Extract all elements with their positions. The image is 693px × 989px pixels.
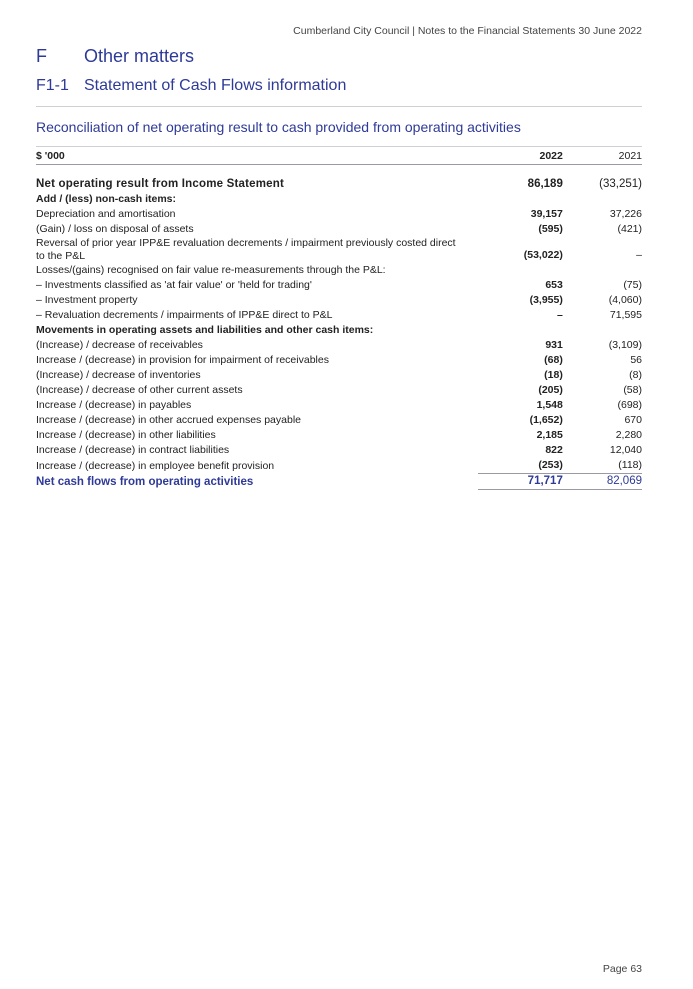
value-2022: 931	[545, 339, 563, 351]
value-2022: 2,185	[536, 429, 563, 441]
value-2021: 71,595	[609, 309, 642, 321]
value-2022: –	[557, 309, 563, 321]
value-2022: 653	[545, 279, 563, 291]
value-2022: 39,157	[530, 208, 563, 220]
row-label: Losses/(gains) recognised on fair value re-measurements through the P&L:	[36, 264, 386, 276]
divider	[36, 146, 642, 147]
row-label: Increase / (decrease) in contract liabilities	[36, 444, 230, 456]
value-2021: –	[636, 249, 642, 261]
total-2022: 71,717	[478, 474, 571, 490]
value-2021: 56	[630, 354, 642, 366]
row-label: Movements in operating assets and liabilities and other cash items:	[36, 324, 374, 336]
row-label: (Gain) / loss on disposal of assets	[36, 223, 194, 235]
value-2022	[478, 323, 571, 338]
row-label: Depreciation and amortisation	[36, 208, 176, 220]
year-2022-header: 2022	[478, 148, 571, 165]
value-2021: 670	[624, 414, 642, 426]
value-2022: (1,652)	[529, 414, 563, 426]
value-2022	[478, 192, 571, 207]
table-row	[36, 192, 642, 207]
value-2022: (53,022)	[523, 249, 563, 261]
row-label: Increase / (decrease) in other liabilities	[36, 429, 216, 441]
value-2021: (58)	[623, 384, 642, 396]
total-label: Net cash flows from operating activities	[36, 475, 254, 488]
row-label: (Increase) / decrease of inventories	[36, 369, 201, 381]
value-2022: (3,955)	[529, 294, 563, 306]
subsection-code: F1-1	[36, 77, 69, 94]
running-header: Cumberland City Council | Notes to the Financial Statements 30 June 2022	[293, 25, 642, 37]
year-2021-header: 2021	[571, 148, 642, 165]
value-2021: (698)	[617, 399, 642, 411]
value-2021	[571, 263, 642, 278]
table-row	[36, 458, 642, 474]
value-2021: (4,060)	[608, 294, 642, 306]
value-2021	[571, 323, 642, 338]
value-2021: (3,109)	[608, 339, 642, 351]
value-2021: 2,280	[615, 429, 642, 441]
cash-flow-reconciliation-table	[36, 148, 642, 490]
table-row	[36, 323, 642, 338]
table-row	[36, 293, 642, 308]
value-2021: 12,040	[609, 444, 642, 456]
value-2022: (205)	[538, 384, 563, 396]
row-label: – Investment property	[36, 294, 138, 306]
table-row	[36, 338, 642, 353]
table-row	[36, 353, 642, 368]
total-2021: 82,069	[571, 474, 642, 490]
table-row	[36, 177, 642, 192]
total-row	[36, 474, 642, 490]
table-row	[36, 428, 642, 443]
table-title: Reconciliation of net operating result to cash provided from operating activities	[36, 119, 521, 135]
row-label: Reversal of prior year IPP&E revaluation decrements / impairment previously costed direct to the P&L	[36, 237, 456, 262]
value-2022: 822	[545, 444, 563, 456]
row-label: – Investments classified as 'at fair value' or 'held for trading'	[36, 279, 312, 291]
row-label: Increase / (decrease) in payables	[36, 399, 192, 411]
table-row	[36, 207, 642, 222]
row-label: Increase / (decrease) in employee benefit provision	[36, 459, 275, 472]
unit-header: $ '000	[36, 148, 478, 165]
row-label: Increase / (decrease) in other accrued expenses payable	[36, 414, 301, 426]
value-2021: (75)	[623, 279, 642, 291]
value-2021: (33,251)	[599, 178, 642, 190]
row-label: – Revaluation decrements / impairments of IPP&E direct to P&L	[36, 309, 333, 321]
row-label: Add / (less) non-cash items:	[36, 193, 177, 205]
value-2021: 37,226	[609, 208, 642, 220]
subsection-title: Statement of Cash Flows information	[84, 77, 347, 94]
table-row	[36, 222, 642, 237]
page-number: Page 63	[602, 963, 642, 975]
table-row	[36, 383, 642, 398]
value-2022: (595)	[538, 223, 563, 235]
subsection-heading	[36, 77, 346, 95]
value-2021: (118)	[571, 458, 642, 474]
row-label: (Increase) / decrease of receivables	[36, 339, 203, 351]
value-2022: 86,189	[527, 178, 563, 190]
row-label: Net operating result from Income Statement	[36, 178, 285, 190]
value-2022: (253)	[478, 458, 571, 474]
table-row	[36, 308, 642, 323]
table-row	[36, 443, 642, 458]
row-label: (Increase) / decrease of other current assets	[36, 384, 243, 396]
section-letter: F	[36, 46, 47, 66]
table-row	[36, 263, 642, 278]
section-title: Other matters	[84, 46, 195, 66]
table-row	[36, 398, 642, 413]
section-heading	[36, 46, 194, 67]
table-row	[36, 413, 642, 428]
value-2022	[478, 263, 571, 278]
row-label: Increase / (decrease) in provision for impairment of receivables	[36, 354, 329, 366]
value-2022: (18)	[544, 369, 563, 381]
value-2022: (68)	[544, 354, 563, 366]
divider	[36, 106, 642, 107]
table-row	[36, 237, 642, 263]
value-2021: (421)	[617, 223, 642, 235]
table-row	[36, 278, 642, 293]
value-2021	[571, 192, 642, 207]
value-2021: (8)	[629, 369, 642, 381]
table-row	[36, 368, 642, 383]
value-2022: 1,548	[536, 399, 563, 411]
column-header-row	[36, 148, 642, 165]
